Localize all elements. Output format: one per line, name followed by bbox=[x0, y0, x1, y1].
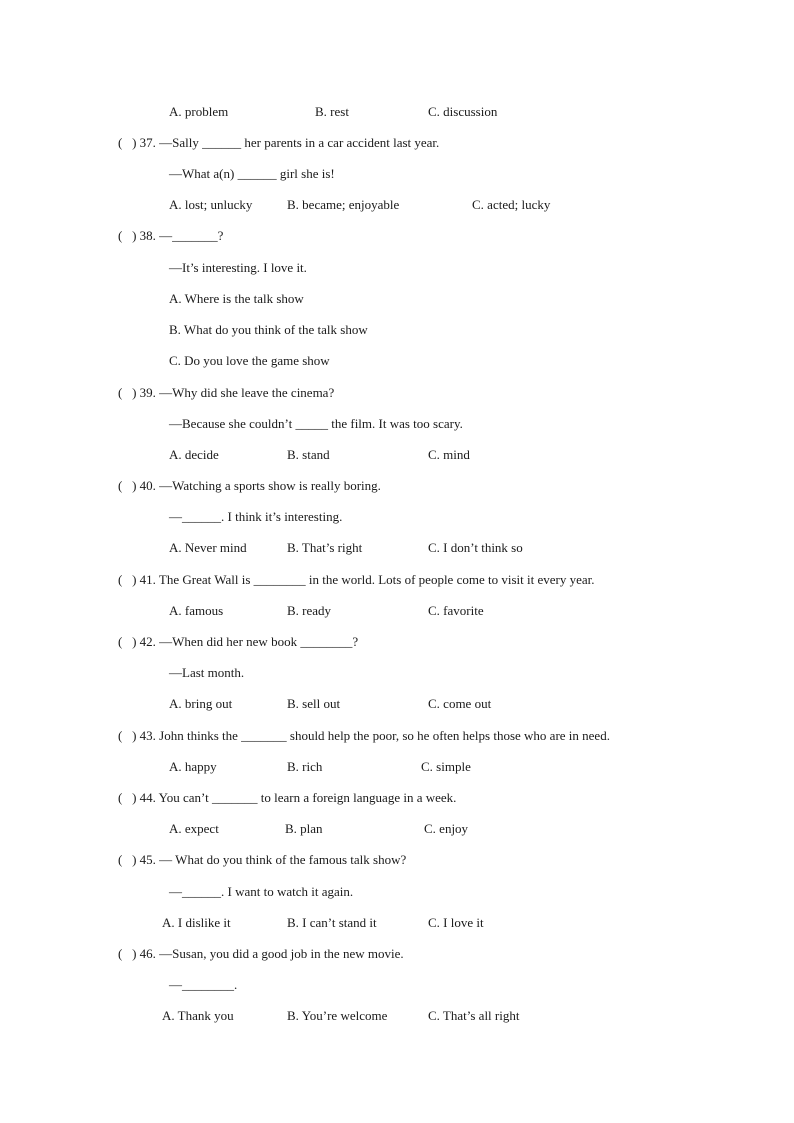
option-b: B. rest bbox=[315, 104, 349, 119]
question-44: ( ) 44. You can’t _______ to learn a foreign language in a week. bbox=[118, 790, 457, 805]
question-line: —______. I think it’s interesting. bbox=[169, 509, 343, 524]
question-line: —It’s interesting. I love it. bbox=[169, 260, 307, 275]
question-43: ( ) 43. John thinks the _______ should help the poor, so he often helps those who are in need. bbox=[118, 728, 610, 743]
option-a: A. lost; unlucky bbox=[169, 197, 253, 212]
option-c: C. That’s all right bbox=[428, 1008, 520, 1023]
option-b: B. rich bbox=[287, 759, 323, 774]
question-40: ( ) 40. —Watching a sports show is really boring. bbox=[118, 478, 381, 493]
option-a: A. bring out bbox=[169, 696, 233, 711]
question-45: ( ) 45. — What do you think of the famous talk show? bbox=[118, 852, 407, 867]
option-a: A. Thank you bbox=[162, 1008, 234, 1023]
option-c: C. simple bbox=[421, 759, 471, 774]
question-line: —________. bbox=[169, 977, 238, 992]
option-b: B. ready bbox=[287, 603, 332, 618]
option-a: A. happy bbox=[169, 759, 217, 774]
question-line: —What a(n) ______ girl she is! bbox=[169, 166, 335, 181]
option-c: C. come out bbox=[428, 696, 492, 711]
option-a: A. problem bbox=[169, 104, 229, 119]
question-37: ( ) 37. —Sally ______ her parents in a car accident last year. bbox=[118, 135, 440, 150]
question-38: ( ) 38. —_______? bbox=[118, 228, 224, 243]
option-b: B. You’re welcome bbox=[287, 1008, 388, 1023]
option-c: C. I don’t think so bbox=[428, 540, 523, 555]
option-b: B. plan bbox=[285, 821, 323, 836]
option-c: C. enjoy bbox=[424, 821, 469, 836]
option-b: B. became; enjoyable bbox=[287, 197, 400, 212]
option-c: C. I love it bbox=[428, 915, 484, 930]
question-39: ( ) 39. —Why did she leave the cinema? bbox=[118, 385, 335, 400]
question-line: —______. I want to watch it again. bbox=[169, 884, 354, 899]
option-b: B. sell out bbox=[287, 696, 341, 711]
option-b: B. What do you think of the talk show bbox=[169, 322, 368, 337]
question-41: ( ) 41. The Great Wall is ________ in the world. Lots of people come to visit it every year. bbox=[118, 572, 595, 587]
option-a: A. famous bbox=[169, 603, 224, 618]
option-c: C. favorite bbox=[428, 603, 484, 618]
question-42: ( ) 42. —When did her new book ________? bbox=[118, 634, 359, 649]
question-line: —Because she couldn’t _____ the film. It was too scary. bbox=[169, 416, 463, 431]
option-b: B. stand bbox=[287, 447, 330, 462]
option-c: C. acted; lucky bbox=[472, 197, 551, 212]
option-a: A. expect bbox=[169, 821, 219, 836]
option-c: C. discussion bbox=[428, 104, 498, 119]
question-46: ( ) 46. —Susan, you did a good job in the new movie. bbox=[118, 946, 404, 961]
option-b: B. That’s right bbox=[287, 540, 363, 555]
option-b: B. I can’t stand it bbox=[287, 915, 377, 930]
option-a: A. Where is the talk show bbox=[169, 291, 304, 306]
question-line: —Last month. bbox=[169, 665, 245, 680]
option-a: A. Never mind bbox=[169, 540, 247, 555]
option-c: C. mind bbox=[428, 447, 470, 462]
option-c: C. Do you love the game show bbox=[169, 353, 330, 368]
option-a: A. decide bbox=[169, 447, 219, 462]
option-a: A. I dislike it bbox=[162, 915, 231, 930]
